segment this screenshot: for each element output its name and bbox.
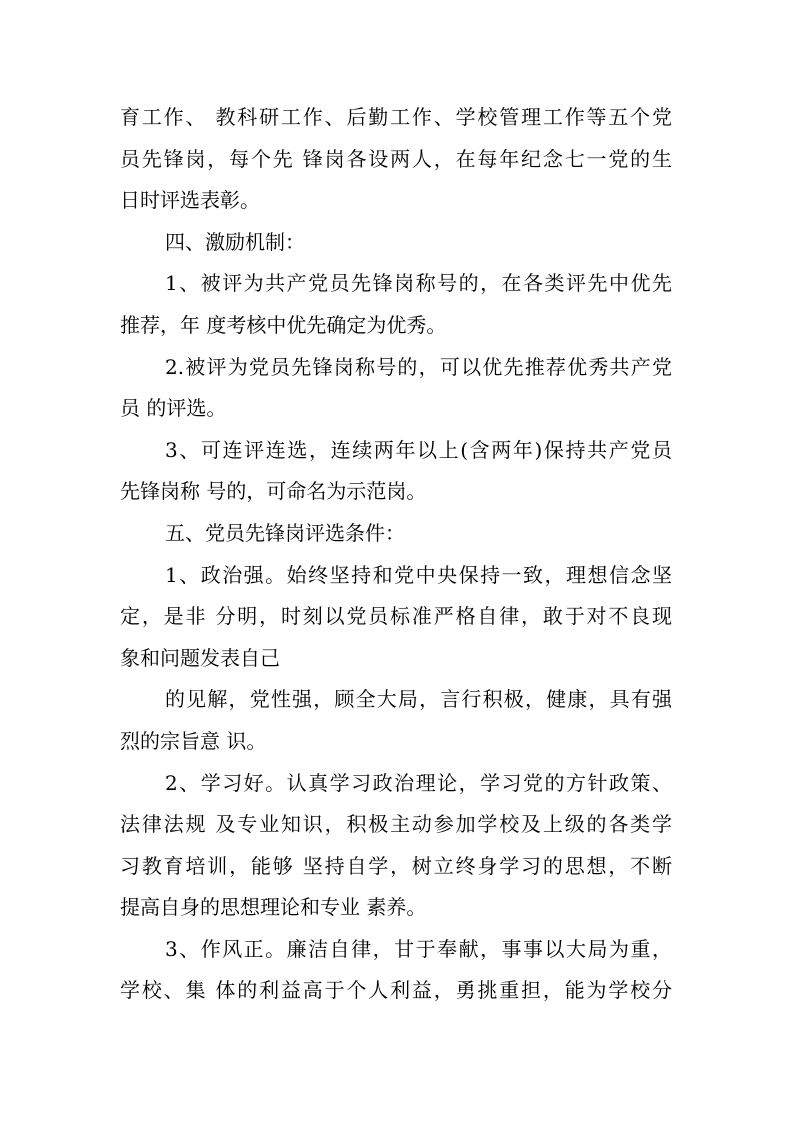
text-line: 1、被评为共产党员先锋岗称号的，在各类评先中优先 bbox=[165, 271, 672, 296]
text-line: 提高自身的思想理论和专业 素养。 bbox=[120, 895, 427, 920]
text-line: 烈的宗旨意 识。 bbox=[120, 728, 267, 753]
section-heading-criteria: 五、党员先锋岗评选条件： bbox=[165, 520, 405, 545]
paragraph-criteria-2 bbox=[120, 763, 672, 929]
document-content bbox=[120, 97, 672, 1012]
paragraph-criteria-3 bbox=[120, 929, 672, 1012]
paragraph-criteria-1 bbox=[120, 555, 672, 680]
text-line: 员先锋岗，每个先 锋岗各设两人，在每年纪念七一党的生 bbox=[120, 146, 672, 171]
paragraph-incentive-3 bbox=[120, 430, 672, 513]
text-line: 2.被评为党员先锋岗称号的，可以优先推荐优秀共产党 bbox=[165, 354, 672, 379]
text-line: 法律法规 及专业知识，积极主动参加学校及上级的各类学 bbox=[120, 812, 672, 837]
text-line: 3、作风正。廉洁自律，甘于奉献，事事以大局为重， bbox=[165, 936, 672, 961]
text-line: 学校、集 体的利益高于个人利益，勇挑重担，能为学校分 bbox=[120, 978, 672, 1003]
text-line: 3、可连评连选，连续两年以上(含两年)保持共产党员 bbox=[165, 437, 672, 462]
text-line: 推荐，年 度考核中优先确定为优秀。 bbox=[120, 312, 447, 337]
text-line: 习教育培训，能够 坚持自学，树立终身学习的思想，不断 bbox=[120, 853, 672, 878]
paragraph-intro bbox=[120, 97, 672, 222]
text-line: 1、政治强。始终坚持和党中央保持一致，理想信念坚 bbox=[165, 562, 672, 587]
text-line: 定，是非 分明，时刻以党员标准严格自律，敢于对不良现 bbox=[120, 604, 672, 629]
text-line: 先锋岗称 号的，可命名为示范岗。 bbox=[120, 479, 427, 504]
text-line: 的见解，党性强，顾全大局，言行积极，健康，具有强 bbox=[165, 687, 672, 712]
paragraph-incentive-1 bbox=[120, 263, 672, 346]
text-line: 员 的评选。 bbox=[120, 396, 227, 421]
section-heading-incentive: 四、激励机制： bbox=[165, 229, 305, 254]
text-line: 象和问题发表自己 bbox=[120, 645, 280, 670]
paragraph-criteria-1-cont bbox=[120, 679, 672, 762]
paragraph-incentive-2 bbox=[120, 347, 672, 430]
text-line: 2、学习好。认真学习政治理论，学习党的方针政策、 bbox=[165, 770, 672, 795]
text-line: 育工作、 教科研工作、后勤工作、学校管理工作等五个党 bbox=[120, 105, 672, 129]
text-line: 日时评选表彰。 bbox=[120, 188, 260, 213]
